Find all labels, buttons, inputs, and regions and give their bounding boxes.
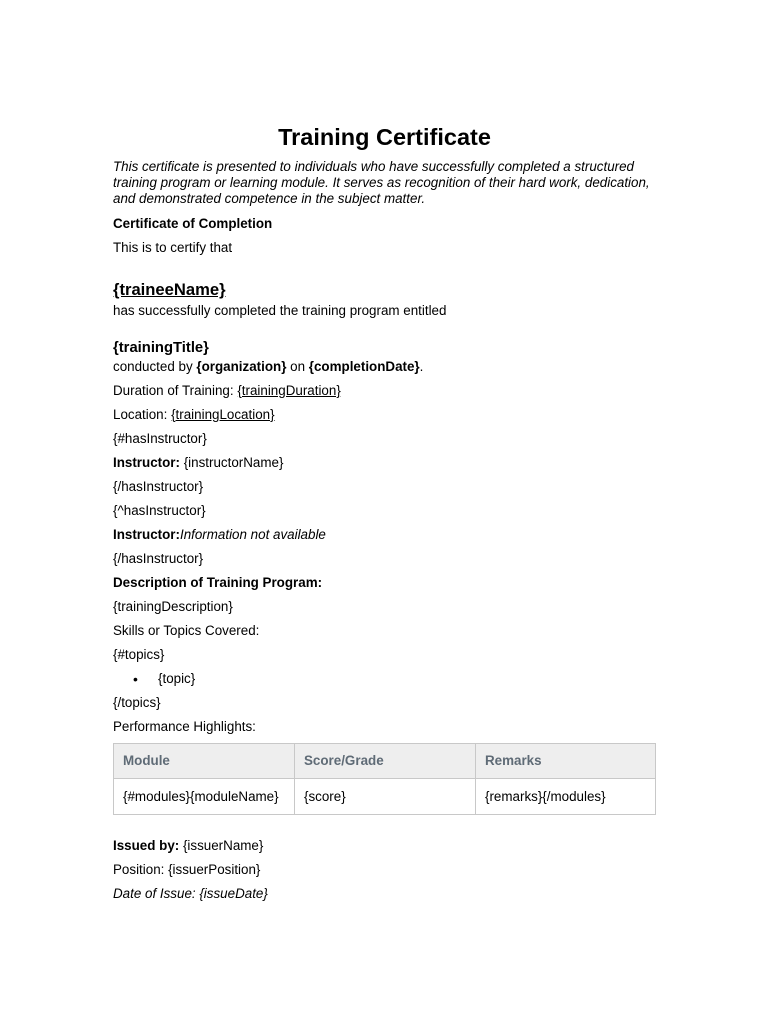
- duration-line: [113, 383, 656, 399]
- table-header-score: Score/Grade: [295, 744, 476, 779]
- instructor-label: Instructor:: [113, 455, 180, 470]
- table-cell-remarks: {remarks}{/modules}: [476, 779, 656, 815]
- bullet-icon: •: [133, 671, 138, 687]
- instructor-line: [113, 455, 656, 471]
- certify-text: This is to certify that: [113, 240, 233, 255]
- intro-paragraph: This certificate is presented to individuals who have successfully completed a structured training program or learning module. It serves as recognition of their hard work, dedication, and demonstrated competence in the subject matter.: [113, 159, 650, 206]
- has-instructor-open-tag: {#hasInstructor}: [113, 431, 207, 446]
- performance-label: Performance Highlights:: [113, 719, 256, 734]
- table-cell-score: {score}: [295, 779, 476, 815]
- description-placeholder: {trainingDescription}: [113, 599, 233, 614]
- table-header-row: [114, 744, 656, 779]
- conducted-suffix: .: [419, 359, 424, 374]
- issued-by-line: [113, 838, 656, 854]
- certificate-heading: Certificate of Completion: [113, 216, 273, 231]
- training-title-placeholder: {trainingTitle}: [113, 340, 209, 356]
- trainee-name-placeholder: {traineeName}: [113, 280, 226, 299]
- table-cell-module: {#modules}{moduleName}: [114, 779, 295, 815]
- no-instructor-label: Instructor:: [113, 527, 180, 542]
- table-header-remarks: Remarks: [476, 744, 656, 779]
- topic-placeholder: {topic}: [158, 671, 196, 686]
- issued-by-label: Issued by:: [113, 838, 180, 853]
- duration-placeholder: {trainingDuration}: [237, 383, 341, 398]
- description-label: Description of Training Program:: [113, 575, 323, 590]
- conducted-prefix: conducted by: [113, 359, 197, 374]
- position-line: Position: {issuerPosition}: [113, 862, 261, 877]
- location-placeholder: {trainingLocation}: [171, 407, 275, 422]
- performance-table: [113, 743, 656, 815]
- date-of-issue-line: Date of Issue: {issueDate}: [113, 886, 268, 901]
- certificate-body: [113, 120, 656, 910]
- table-header-module: Module: [114, 744, 295, 779]
- instructor-placeholder: {instructorName}: [179, 455, 284, 470]
- no-instructor-close-tag: {/hasInstructor}: [113, 551, 204, 566]
- location-label: Location:: [113, 407, 172, 422]
- table-row: [114, 779, 656, 815]
- has-instructor-close-tag: {/hasInstructor}: [113, 479, 204, 494]
- conducted-line: [113, 359, 656, 375]
- organization-placeholder: {organization}: [196, 359, 287, 374]
- topics-close-tag: {/topics}: [113, 695, 161, 710]
- no-instructor-open-tag: {^hasInstructor}: [113, 503, 206, 518]
- issuer-name-placeholder: {issuerName}: [179, 838, 264, 853]
- skills-label: Skills or Topics Covered:: [113, 623, 260, 638]
- list-item: [113, 671, 656, 687]
- duration-label: Duration of Training:: [113, 383, 238, 398]
- completed-text: has successfully completed the training program entitled: [113, 303, 447, 318]
- topics-open-tag: {#topics}: [113, 647, 165, 662]
- no-instructor-line: [113, 527, 656, 543]
- no-instructor-value: Information not available: [179, 527, 326, 542]
- completion-date-placeholder: {completionDate}: [308, 359, 420, 374]
- page-title: Training Certificate: [278, 124, 491, 150]
- location-line: [113, 407, 656, 423]
- conducted-on: on: [286, 359, 309, 374]
